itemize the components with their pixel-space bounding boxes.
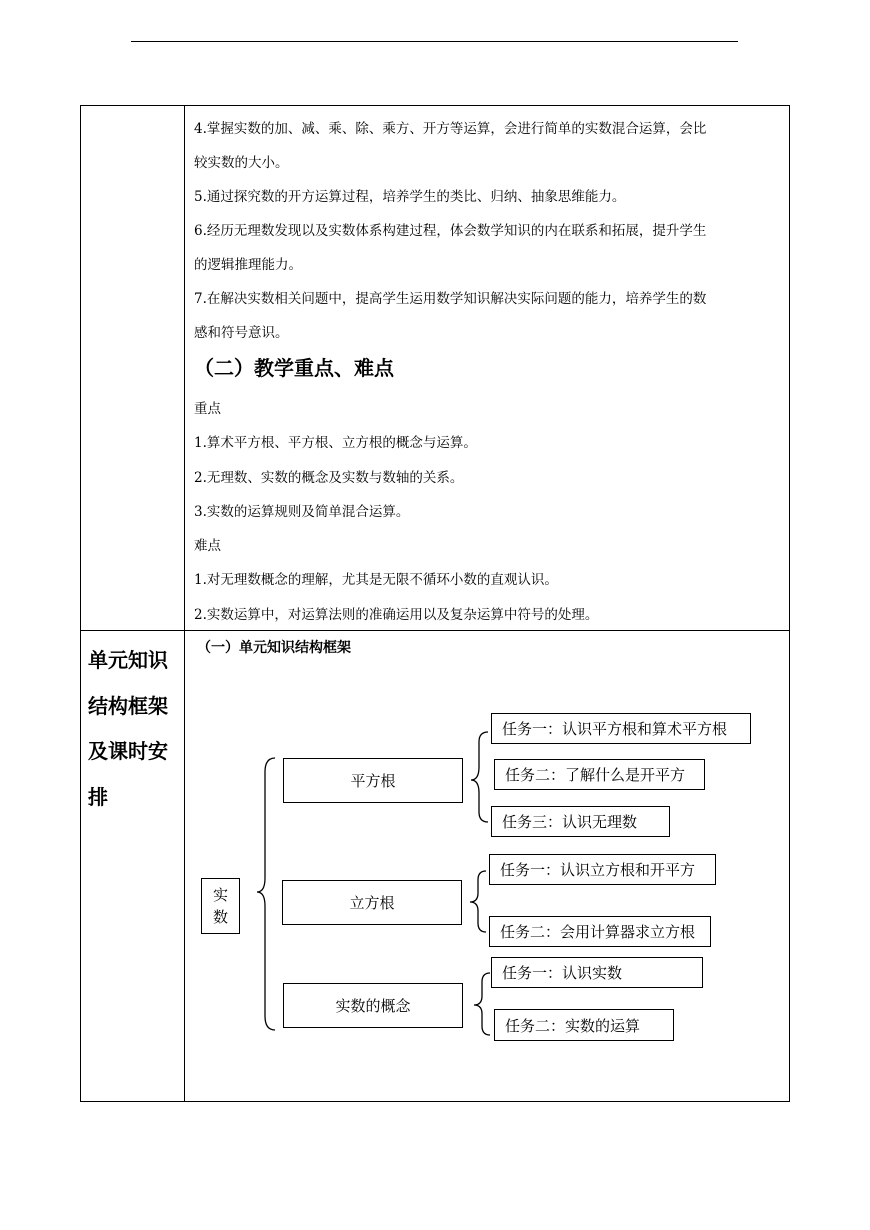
task-node: 任务一：认识立方根和开平方 — [489, 854, 716, 885]
objective-line: 7.在解决实数相关问题中，提高学生运用数学知识解决实际问题的能力，培养学生的数 — [194, 291, 707, 307]
task-node: 任务一：认识实数 — [491, 957, 703, 988]
row-label-line: 及课时安 — [88, 739, 168, 763]
difficulty-item: 1.对无理数概念的理解，尤其是无限不循环小数的直观认识。 — [194, 572, 558, 589]
root-node-real-numbers — [201, 878, 240, 934]
root-char: 数 — [212, 908, 228, 926]
branch-node-square-root: 平方根 — [283, 758, 463, 803]
row-label-line: 单元知识 — [88, 648, 168, 672]
main-brace — [257, 758, 275, 1030]
key-point-item: 2.无理数、实数的概念及实数与数轴的关系。 — [194, 469, 464, 486]
row-label-line: 排 — [88, 784, 108, 809]
task-node: 任务二：实数的运算 — [494, 1009, 674, 1041]
objective-line: 4.掌握实数的加、减、乘、除、乘方、开方等运算，会进行简单的实数混合运算，会比 — [194, 121, 707, 137]
key-point-item: 1.算术平方根、平方根、立方根的概念与运算。 — [194, 435, 477, 452]
brace-real-number-concept — [474, 973, 490, 1035]
difficulty-heading: 难点 — [194, 538, 221, 555]
brace-cube-root — [470, 871, 486, 932]
brace-square-root — [471, 732, 488, 822]
root-char: 实 — [212, 886, 228, 904]
objective-line: 的逻辑推理能力。 — [194, 257, 302, 273]
key-points-title: （二）教学重点、难点 — [194, 356, 394, 380]
structure-subtitle: （一）单元知识结构框架 — [197, 640, 351, 656]
task-node: 任务一：认识平方根和算术平方根 — [491, 713, 751, 744]
key-point-item: 3.实数的运算规则及简单混合运算。 — [194, 503, 410, 520]
objective-line: 感和符号意识。 — [194, 325, 289, 341]
task-node: 任务二：会用计算器求立方根 — [489, 916, 711, 947]
difficulty-item: 2.实数运算中，对运算法则的准确运用以及复杂运算中符号的处理。 — [194, 606, 599, 623]
objective-line: 较实数的大小。 — [194, 155, 289, 171]
task-node: 任务二：了解什么是开平方 — [494, 759, 705, 790]
key-point-heading: 重点 — [194, 401, 221, 417]
objective-line: 6.经历无理数发现以及实数体系构建过程，体会数学知识的内在联系和拓展，提升学生 — [194, 223, 707, 239]
row-label-line: 结构框架 — [88, 693, 168, 718]
task-node: 任务三：认识无理数 — [491, 806, 670, 837]
objective-line: 5.通过探究数的开方运算过程，培养学生的类比、归纳、抽象思维能力。 — [194, 189, 626, 205]
branch-node-cube-root: 立方根 — [282, 880, 462, 925]
branch-node-real-number-concept: 实数的概念 — [283, 983, 463, 1028]
